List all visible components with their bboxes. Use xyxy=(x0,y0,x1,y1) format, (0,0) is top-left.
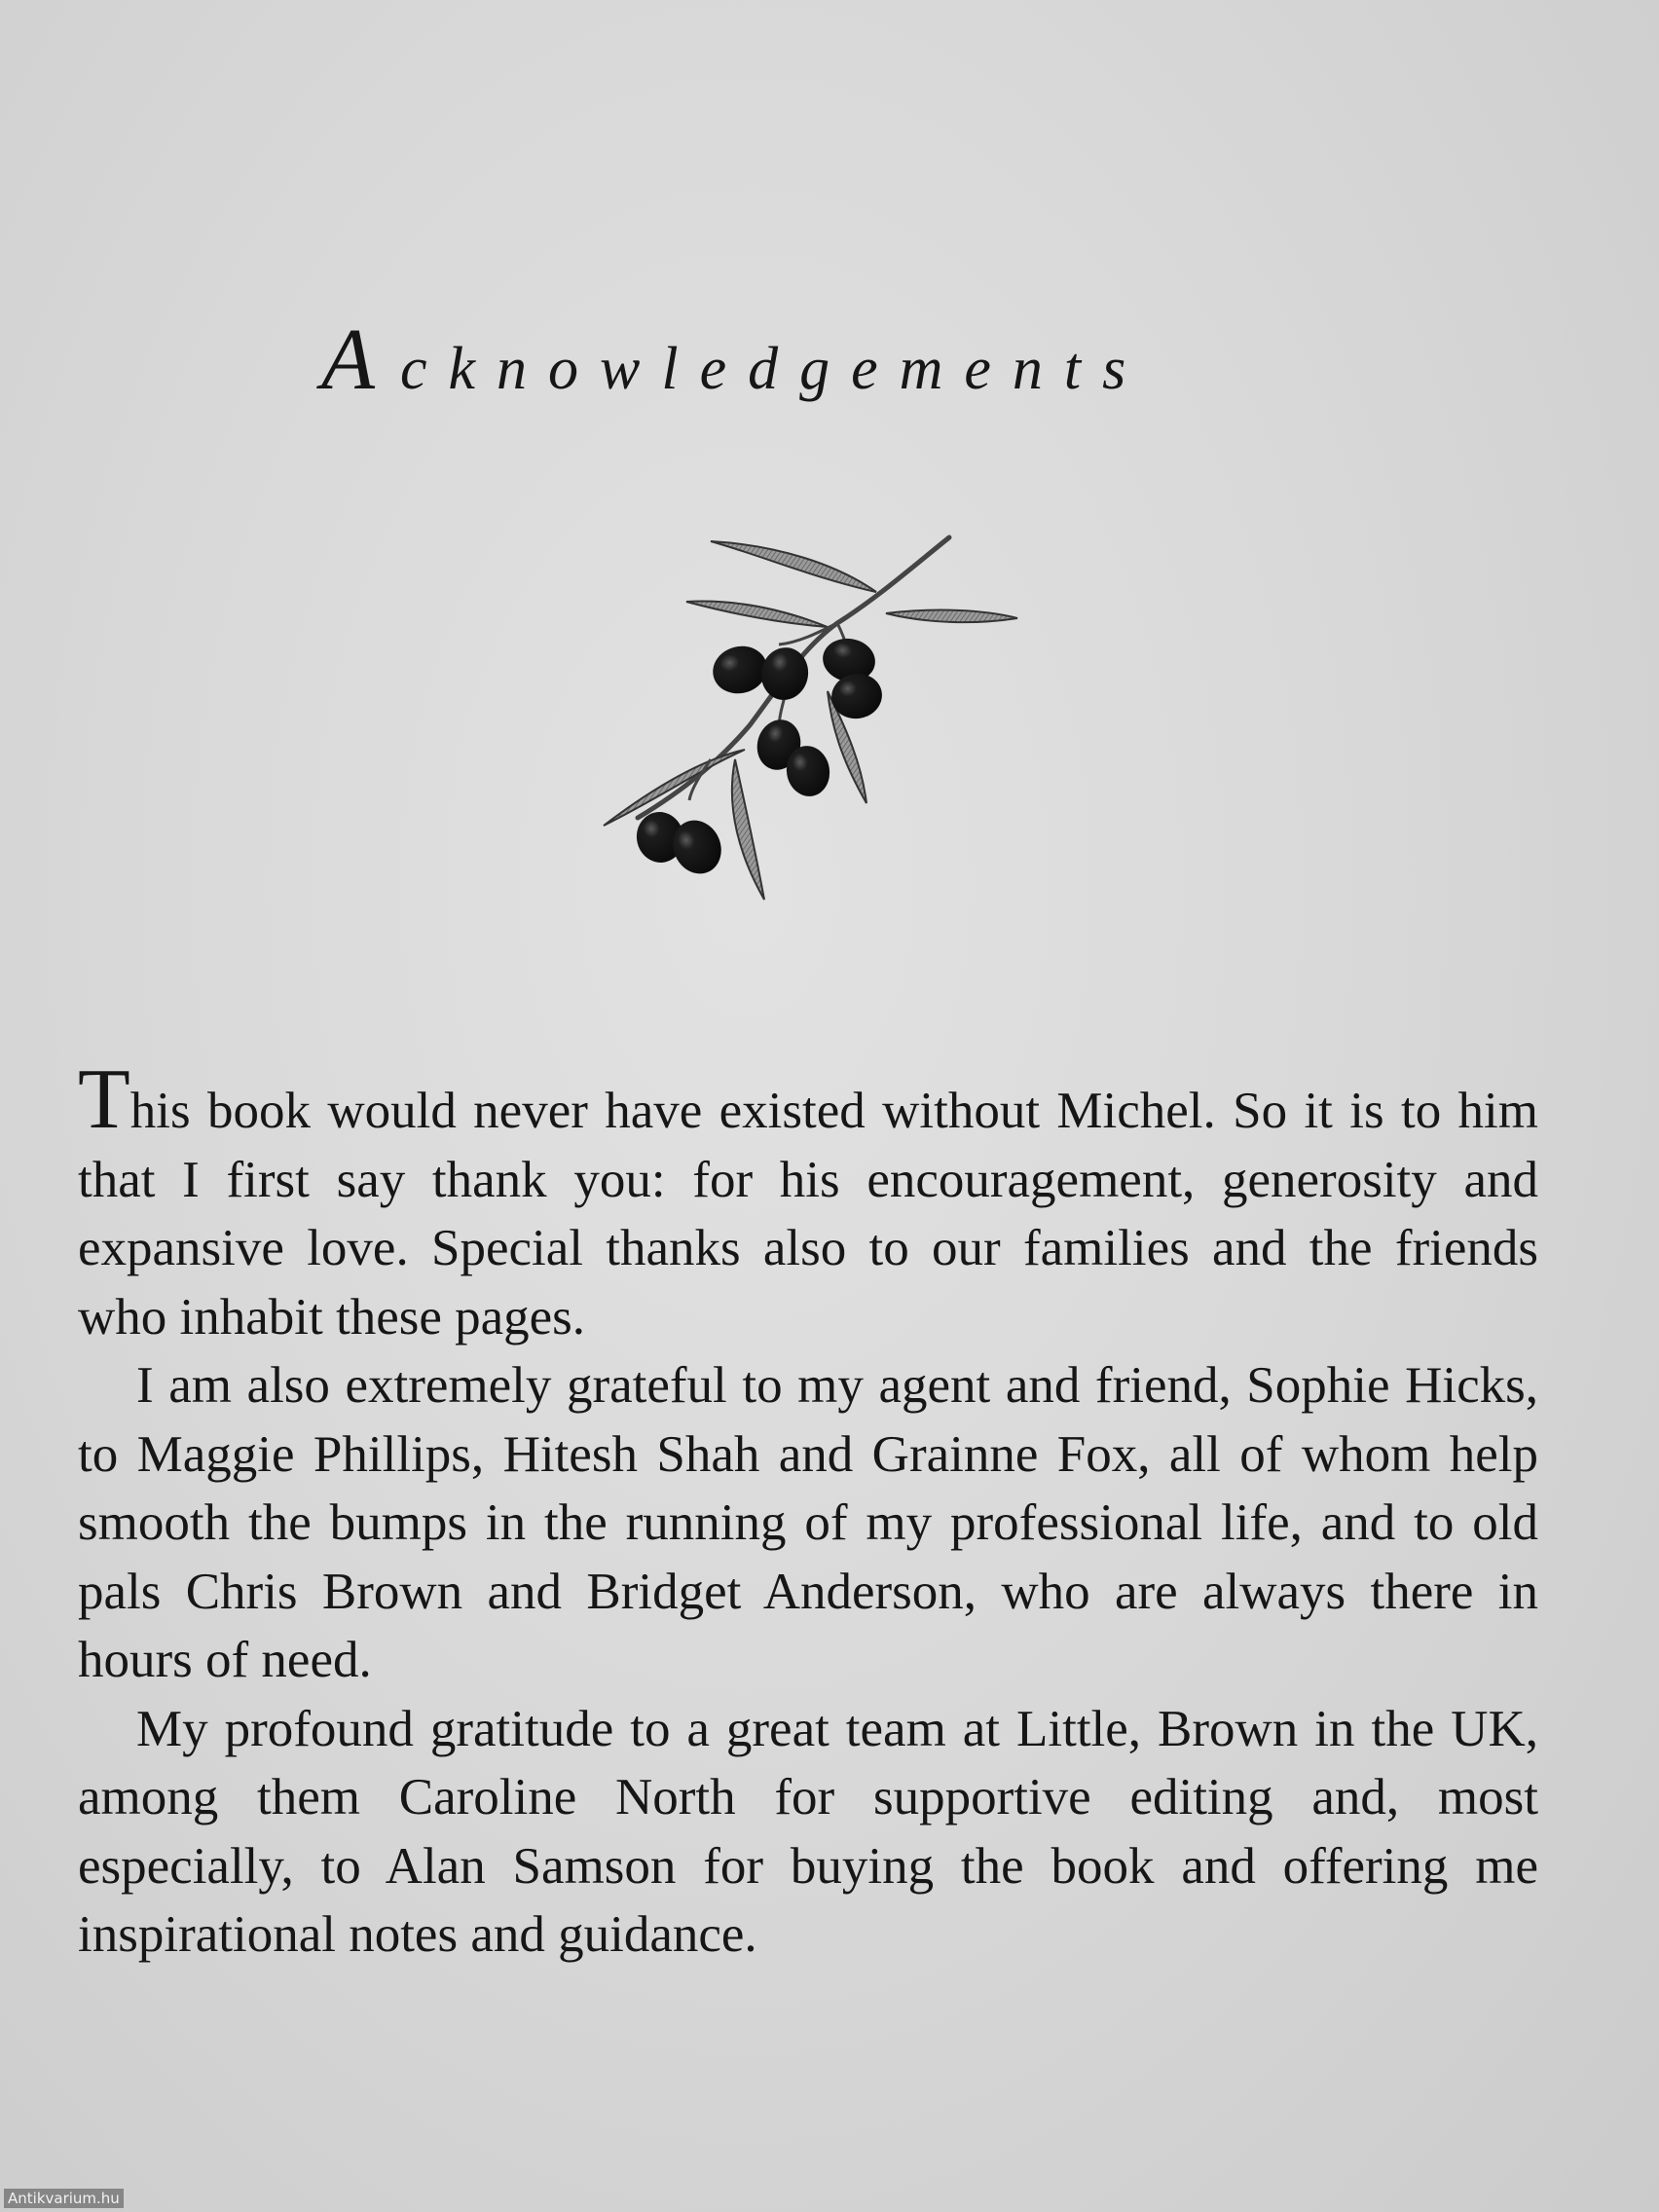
title-rest: cknowledgements xyxy=(399,336,1148,402)
olive-branch-icon xyxy=(594,526,1022,915)
paragraph-2: I am also extremely grateful to my agent and friend, Sophie Hicks, to Maggie Phillips, Hitesh Shah and Grainne Fox, all of whom help smooth the bumps in the running of my professional life, and to old pals Chris Brown and Bridget Anderson, who are always there in hours of need. xyxy=(78,1357,1538,1688)
title-initial: A xyxy=(321,312,400,408)
paragraph-1-text: his book would never have existed without Michel. So it is to him that I first say thank you: for his encouragement, generosity and expansive love. Special thanks also to our families and the friends who inhabit these pages. xyxy=(78,1083,1538,1346)
acknowledgements-text xyxy=(78,1052,1538,1970)
paragraph-3: My profound gratitude to a great team at Little, Brown in the UK, among them Caroline North for supportive editing and, most especially, to Alan Samson for buying the book and offering me inspirational notes and guidance. xyxy=(78,1700,1538,1963)
page-title xyxy=(321,310,1344,410)
drop-cap: T xyxy=(78,1052,130,1147)
paragraph-1 xyxy=(78,1052,1538,1351)
watermark-label: Antikvarium.hu xyxy=(4,2189,124,2208)
